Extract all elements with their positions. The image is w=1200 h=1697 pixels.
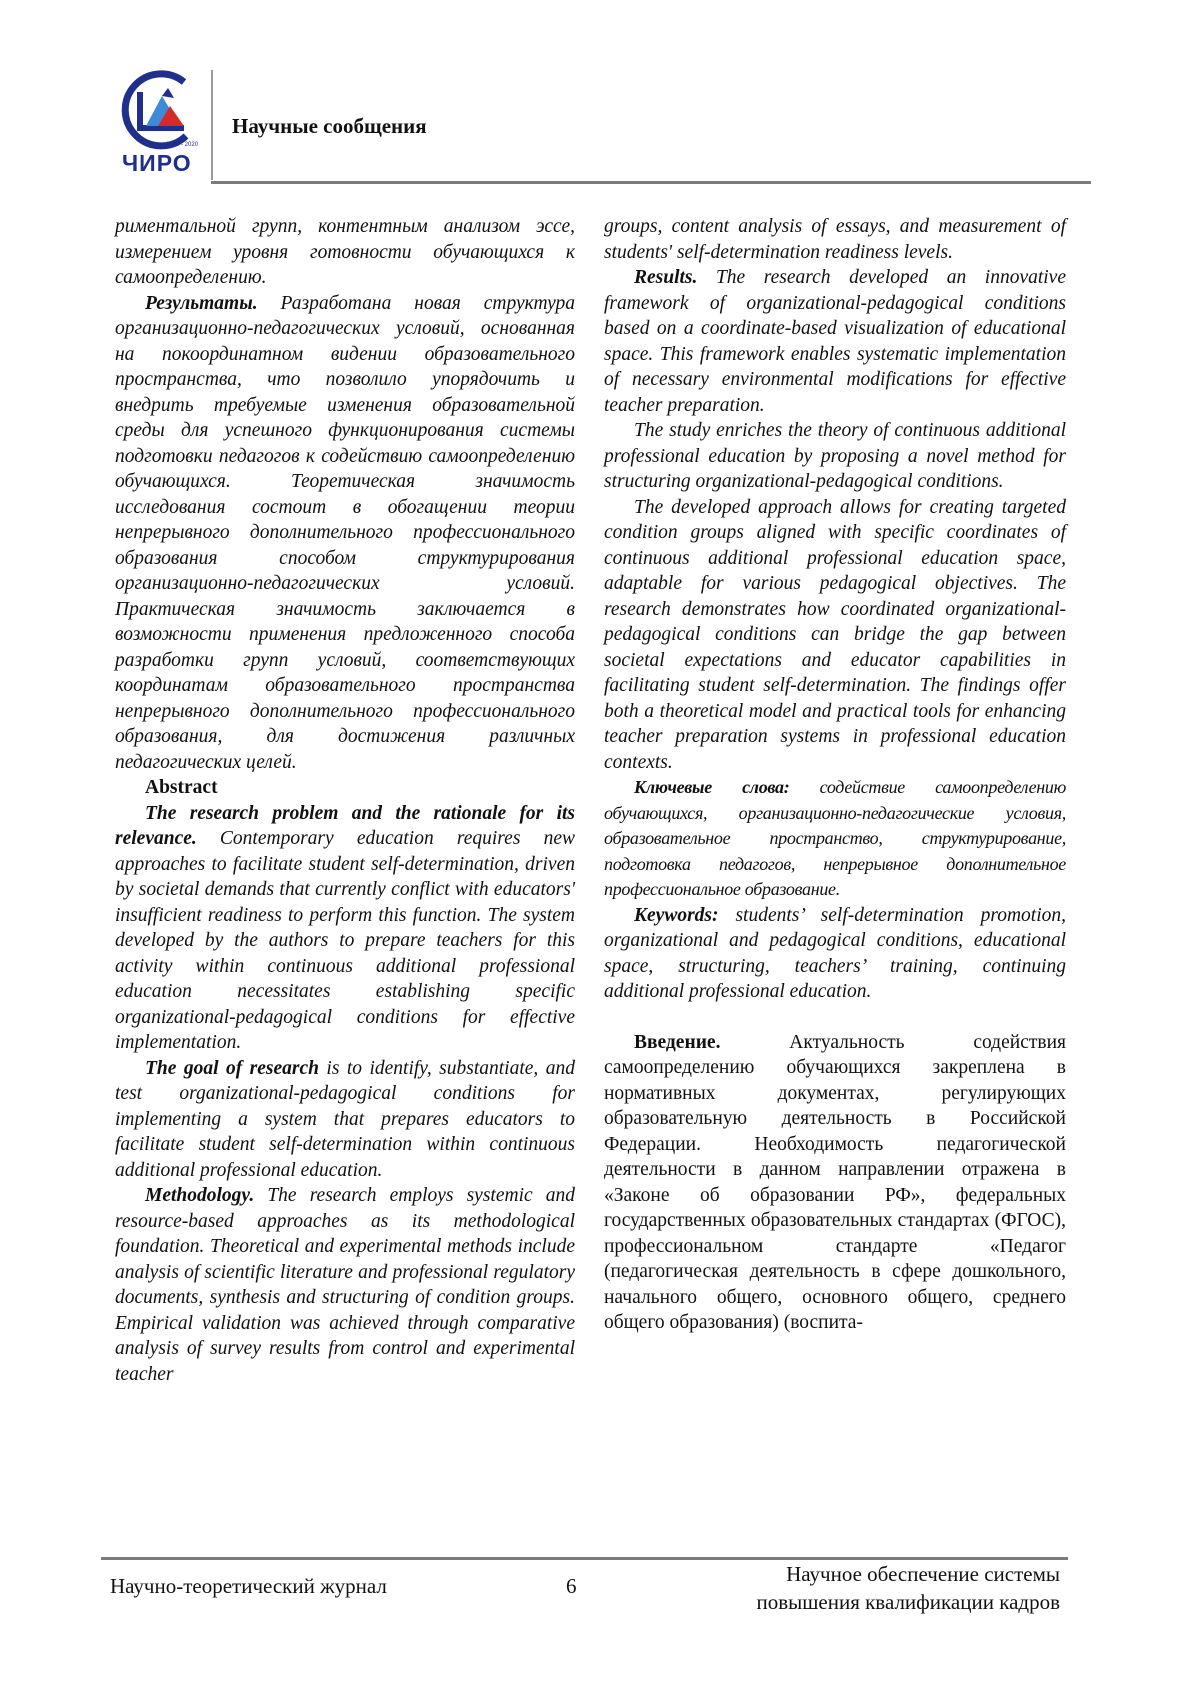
left-column — [115, 214, 575, 1387]
keywords-ru-label: Ключевые слова: — [634, 777, 789, 797]
keywords-en-paragraph — [604, 903, 1066, 1005]
problem-label: The research problem and the rationale for its relevance. — [115, 803, 575, 850]
header-vertical-divider — [211, 70, 213, 180]
keywords-en-text: students’ self-determination promotion, organizational and pedagogical conditions, educational space, structuring, teachers’ training, continuing additional professional education. — [604, 905, 1066, 1003]
page-header — [110, 70, 1080, 185]
approach-paragraph: The developed approach allows for creating targeted condition groups aligned with specific coordinates of continuous additional professional education space, adaptable for various pedagogical objectives. The research demonstrates how coordinated organizational-pedagogical conditions can bridge the gap between societal expectations and educator capabilities in facilitating student self-determination. The findings offer both a theoretical model and practical tools for enhancing teacher preparation systems in professional education contexts. — [604, 495, 1066, 776]
keywords-en-label: Keywords: — [634, 905, 719, 926]
goal-text: is to identify, substantiate, and test organizational-pedagogical conditions for implementing a system that prepares educators to facilitate student self-determination within continuous additional professional education. — [115, 1058, 575, 1181]
keywords-ru-paragraph — [604, 775, 1066, 903]
results-en-paragraph — [604, 265, 1066, 418]
chiro-logo-icon — [114, 70, 202, 152]
theory-paragraph: The study enriches the theory of continuous additional professional education by proposing a novel method for structuring organizational-pedagogical conditions. — [604, 418, 1066, 495]
keywords-ru-text: содействие самоопределению обучающихся, организационно-педагогические условия, образовательное пространство, структурирование, подготовка педагогов, непрерывное дополнительное профессиональное образование. — [604, 777, 1066, 899]
introduction-label: Введение. — [634, 1032, 720, 1053]
results-en-label: Results. — [634, 267, 697, 288]
left-continuation-paragraph: риментальной групп, контентным анализом эссе, измерением уровня готовности обучающихся к самоопределению. — [115, 214, 575, 291]
chiro-logo — [114, 70, 202, 174]
right-column — [604, 214, 1066, 1336]
methodology-text: The research employs systemic and resource-based approaches as its methodological foundation. Theoretical and experimental methods include analysis of scientific literature and professional regulatory documents, synthesis and structuring of condition groups. Empirical validation was achieved through comparative analysis of survey results from control and experimental teacher — [115, 1185, 575, 1385]
footer-title-line-2: повышения квалификации кадров — [660, 1588, 1060, 1616]
goal-paragraph — [115, 1056, 575, 1184]
results-ru-paragraph — [115, 291, 575, 776]
logo-years: 1940 - 2020 — [166, 142, 198, 148]
section-title: Научные сообщения — [232, 114, 427, 139]
footer-journal: Научно-теоретический журнал — [110, 1574, 387, 1599]
methodology-paragraph — [115, 1183, 575, 1387]
problem-text: Contemporary education requires new approaches to facilitate student self-determination, driven by societal demands that currently conflict with educators' insufficient readiness to perform this function. The system developed by the authors to prepare teachers for this activity within continuous additional professional education necessitates establishing specific organizational-pedagogical conditions for effective implementation. — [115, 828, 575, 1053]
introduction-text: Актуальность содействия самоопределению обучающихся закреплена в нормативных документах, регулирующих образовательную деятельность в Российской Федерации. Необходимость педагогической деятельности в данном направлении отражена в «Законе об образовании РФ», федеральных государственных образовательных стандартах (ФГОС), профессиональном стандарте «Педагог (педагогическая деятельность в сфере дошкольного, начального общего, основного общего, среднего общего образования) (воспита- — [604, 1032, 1066, 1334]
header-divider — [211, 181, 1091, 184]
abstract-heading: Abstract — [115, 775, 575, 801]
paragraph-gap — [604, 1005, 1066, 1030]
footer-journal-title — [660, 1560, 1060, 1616]
methodology-label: Methodology. — [145, 1185, 254, 1206]
footer-title-line-1: Научное обеспечение системы — [660, 1560, 1060, 1588]
results-ru-text: Разработана новая структура организационно-педагогических условий, основанная на покоординатном видении образовательного пространства, что позволило упорядочить и внедрить требуемые изменения образовательной среды для успешного функционирования системы подготовки педагогов к содействию самоопределению обучающихся. Теоретическая значимость исследования состоит в обогащении теории непрерывного дополнительного профессионального образования способом структурирования организационно-педагогических условий. Практическая значимость заключается в возможности применения предложенного способа разработки групп условий, соответствующих координатам образовательного пространства непрерывного дополнительного профессионального образования, для достижения различных педагогических целей. — [115, 293, 575, 773]
goal-label: The goal of research — [145, 1058, 319, 1079]
problem-paragraph — [115, 801, 575, 1056]
results-ru-label: Результаты. — [145, 293, 258, 314]
right-continuation-paragraph: groups, content analysis of essays, and measurement of students' self-determination readiness levels. — [604, 214, 1066, 265]
results-en-text: The research developed an innovative framework of organizational-pedagogical conditions based on a coordinate-based visualization of educational space. This framework enables systematic implementation of necessary environmental modifications for effective teacher preparation. — [604, 267, 1066, 416]
page-number: 6 — [566, 1574, 577, 1599]
logo-text: ЧИРО — [122, 150, 192, 177]
introduction-paragraph — [604, 1030, 1066, 1336]
